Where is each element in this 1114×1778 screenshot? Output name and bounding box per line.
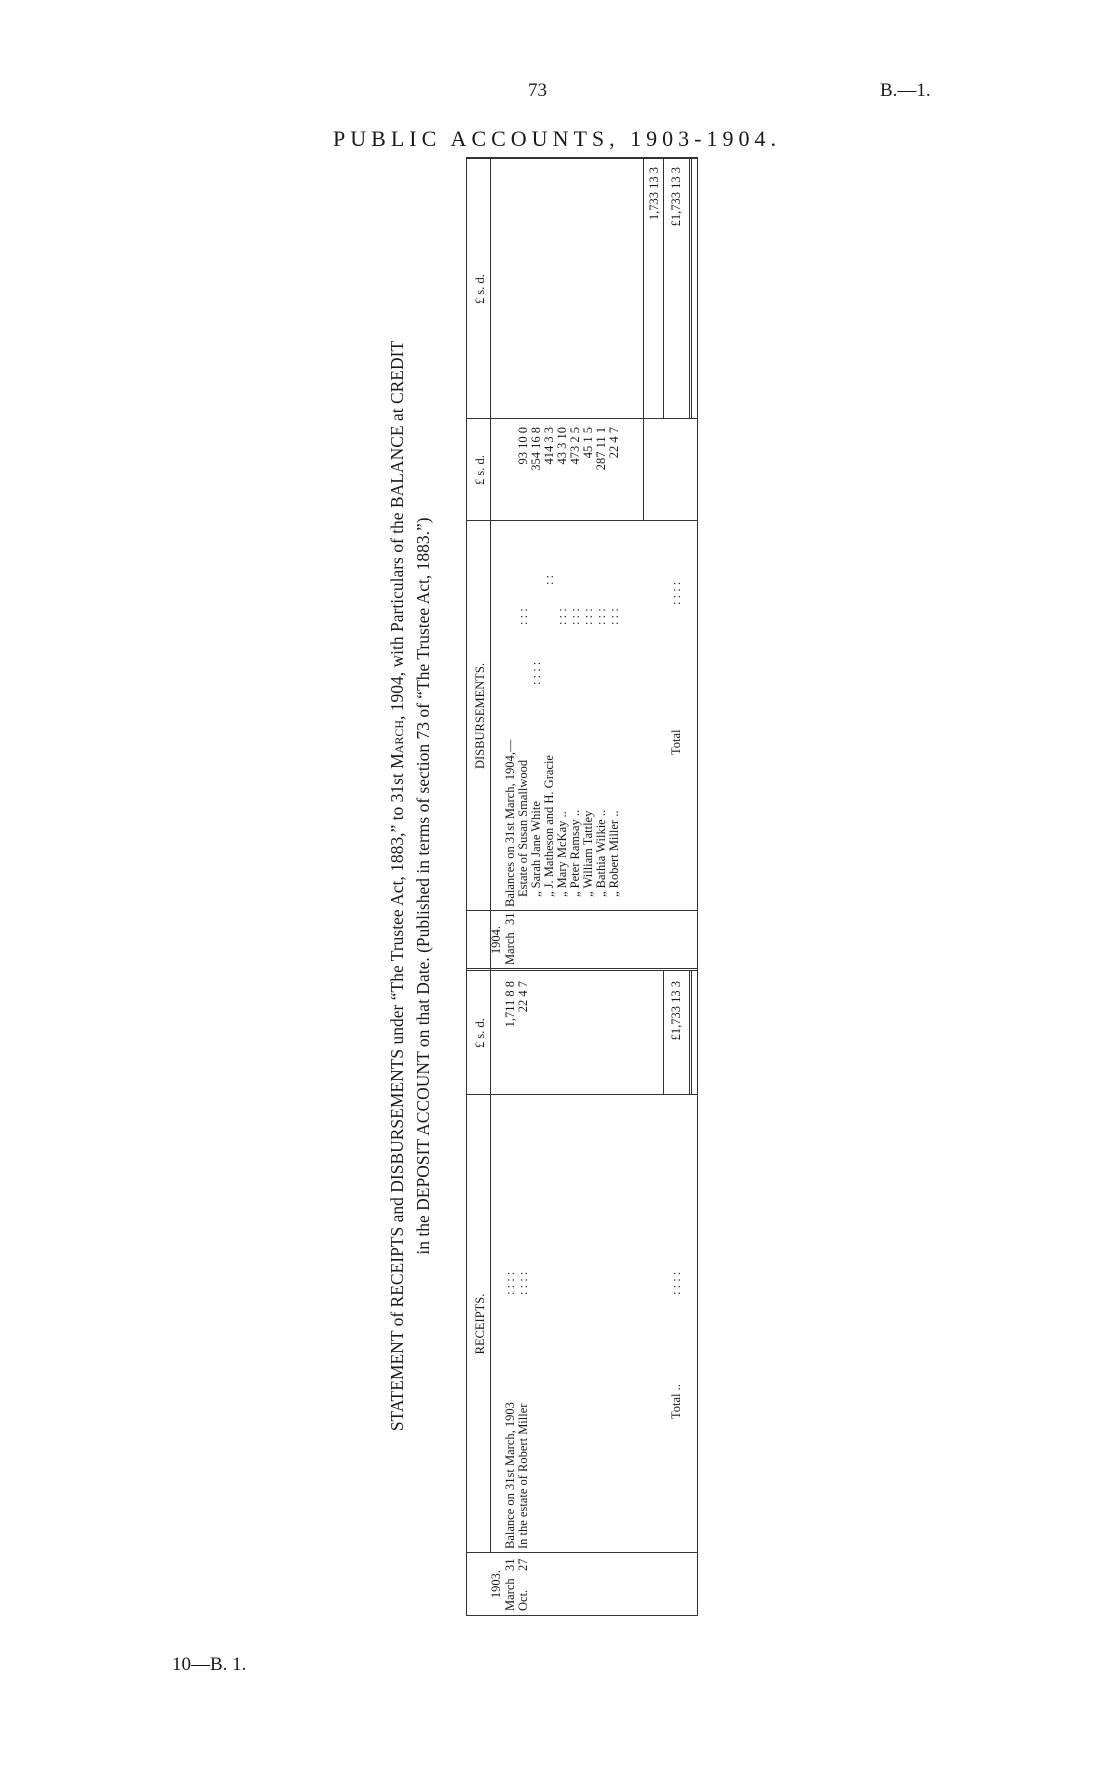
disbursement-amount: 354 16 8	[529, 427, 543, 471]
disbursement-dots: : : :	[555, 608, 569, 625]
title-line-2: in the DEPOSIT ACCOUNT on that Date. (Published in terms of section 73 of “The Trustee Act, 1883.”)	[413, 517, 433, 1255]
receipts-currency-header: £ s. d.	[473, 1018, 487, 1048]
disbursement-label: Estate of Susan Smallwood	[516, 759, 530, 897]
receipts-total-amount: £1,733 13 3	[669, 981, 683, 1041]
disbursement-label: „ J. Matheson and H. Gracie	[542, 755, 556, 897]
rule	[490, 159, 491, 1553]
disbursement-dots: : : :	[516, 608, 530, 625]
disbursement-amount: 43 3 10	[555, 427, 569, 465]
footer-reference: 10—B. 1.	[172, 1654, 247, 1675]
page-number: 73	[528, 80, 547, 101]
disbursement-amount: 45 1 5	[581, 427, 595, 459]
disbursements-year: 1904.	[489, 925, 503, 955]
disbursement-label: „ Bathia Wilkie ..	[594, 809, 608, 897]
disbursement-dots: : :	[542, 574, 556, 585]
disbursement-label: „ William Tattley	[581, 810, 595, 897]
receipt-day: 27	[516, 1558, 530, 1571]
disbursement-dots: : : :	[607, 608, 621, 625]
disbursement-dots: : : :	[568, 608, 582, 625]
receipts-year: 1903.	[489, 1569, 503, 1599]
title-line-1	[384, 156, 410, 1616]
rule	[663, 971, 664, 1095]
receipt-description: In the estate of Robert Miller	[516, 1403, 530, 1549]
disbursement-amount: 287 11 1	[594, 427, 608, 471]
disbursements-total-dots: : : : :	[669, 581, 683, 605]
disbursement-label: „ Sarah Jane White	[529, 801, 543, 897]
receipt-amount: 1,711 8 8	[503, 981, 517, 1028]
document-code: B.—1.	[880, 80, 931, 101]
disbursement-dots: : : : :	[529, 661, 543, 685]
disbursements-subtotal: 1,733 13 3	[647, 167, 661, 221]
disbursements-total-currency-header: £ s. d.	[473, 274, 487, 304]
title-line-1-start: STATEMENT of RECEIPTS and DISBURSEMENTS under “The Trustee Act, 1883,” to 31st	[387, 768, 407, 1432]
disbursement-label: „ Robert Miller ..	[607, 810, 621, 897]
title-line-1-end: , 1904, with Particulars of the BALANCE at CREDIT	[387, 340, 407, 720]
disbursement-label: „ Peter Ramsay ..	[568, 809, 582, 897]
rule	[643, 159, 644, 419]
receipt-day: 31	[503, 1558, 517, 1571]
disbursements-heading: DISBURSEMENTS.	[473, 663, 487, 769]
disbursement-amount: 473 2 5	[568, 427, 582, 465]
receipt-dots: : : : :	[516, 1271, 530, 1295]
disbursement-amount: 22 4 7	[607, 427, 621, 459]
rule	[663, 159, 664, 419]
statement-table	[466, 157, 698, 1616]
receipt-description: Balance on 31st March, 1903	[503, 1402, 517, 1549]
rule	[689, 159, 692, 419]
disbursements-total-amount: £1,733 13 3	[669, 167, 683, 227]
disbursement-label: „ Mary McKay ..	[555, 811, 569, 897]
disbursement-amount: 93 10 0	[516, 427, 530, 465]
receipts-heading: RECEIPTS.	[473, 1293, 487, 1355]
page-heading: PUBLIC ACCOUNTS, 1903-1904.	[333, 126, 781, 151]
title-march: March	[387, 719, 407, 769]
receipts-total-dots: : : : :	[669, 1271, 683, 1295]
statement-block	[384, 156, 700, 1616]
receipt-month: March	[503, 1578, 517, 1611]
receipt-dots: : : : :	[503, 1271, 517, 1295]
disbursements-day: 31	[503, 912, 517, 925]
rule	[643, 419, 644, 521]
rule	[689, 971, 692, 1095]
disbursements-month: March	[503, 932, 517, 965]
disbursements-total-label: Total	[669, 729, 683, 755]
disbursements-intro: Balances on 31st March, 1904,—	[503, 739, 517, 907]
receipt-amount: 22 4 7	[516, 981, 530, 1013]
disbursement-dots: : : :	[581, 608, 595, 625]
disbursement-amount: 414 3 3	[542, 427, 556, 465]
disbursements-currency-header: £ s. d.	[473, 455, 487, 485]
receipts-total-label: Total ..	[669, 1384, 683, 1419]
disbursement-dots: : : :	[594, 608, 608, 625]
statement-title	[384, 156, 462, 1616]
receipt-month: Oct.	[516, 1589, 530, 1611]
